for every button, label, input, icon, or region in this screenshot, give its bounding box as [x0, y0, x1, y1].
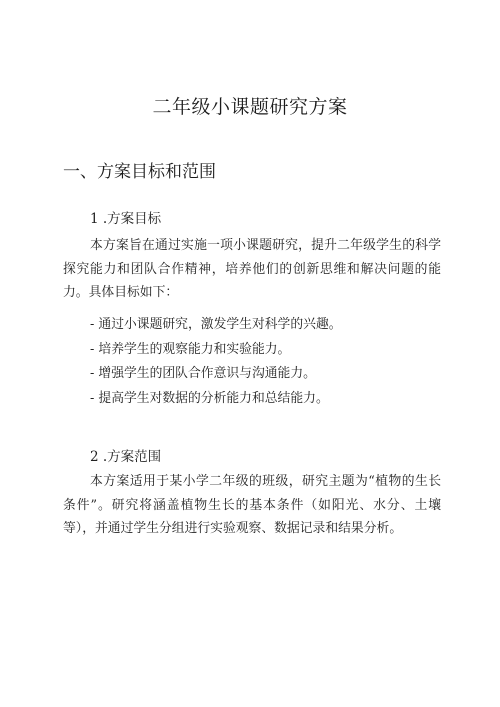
section-heading: 一、方案目标和范围 — [63, 162, 216, 182]
list-item: - 增强学生的团队合作意识与沟通能力。 — [90, 366, 316, 382]
scope-paragraph: 本方案适用于某小学二年级的班级，研究主题为“植物的生长条件”。研究将涵盖植物生长的基本条件（如阳光、水分、土壤等），并通过学生分组进行实验观察、数据记录和结果分析。 — [63, 474, 441, 536]
subsection-heading-scope: 2 .方案范围 — [90, 449, 162, 465]
goals-list — [90, 313, 342, 411]
list-item: - 提高学生对数据的分析能力和总结能力。 — [90, 390, 329, 406]
subsection-heading-goals: 1 .方案目标 — [90, 211, 162, 227]
goals-paragraph: 本方案旨在通过实施一项小课题研究，提升二年级学生的科学探究能力和团队合作精神，培养他们的创新思维和解决问题的能力。具体目标如下： — [63, 238, 441, 300]
list-item: - 通过小课题研究，激发学生对科学的兴趣。 — [90, 317, 342, 332]
list-item: - 培养学生的观察能力和实验能力。 — [90, 341, 291, 357]
document-title: 二年级小课题研究方案 — [152, 96, 348, 118]
